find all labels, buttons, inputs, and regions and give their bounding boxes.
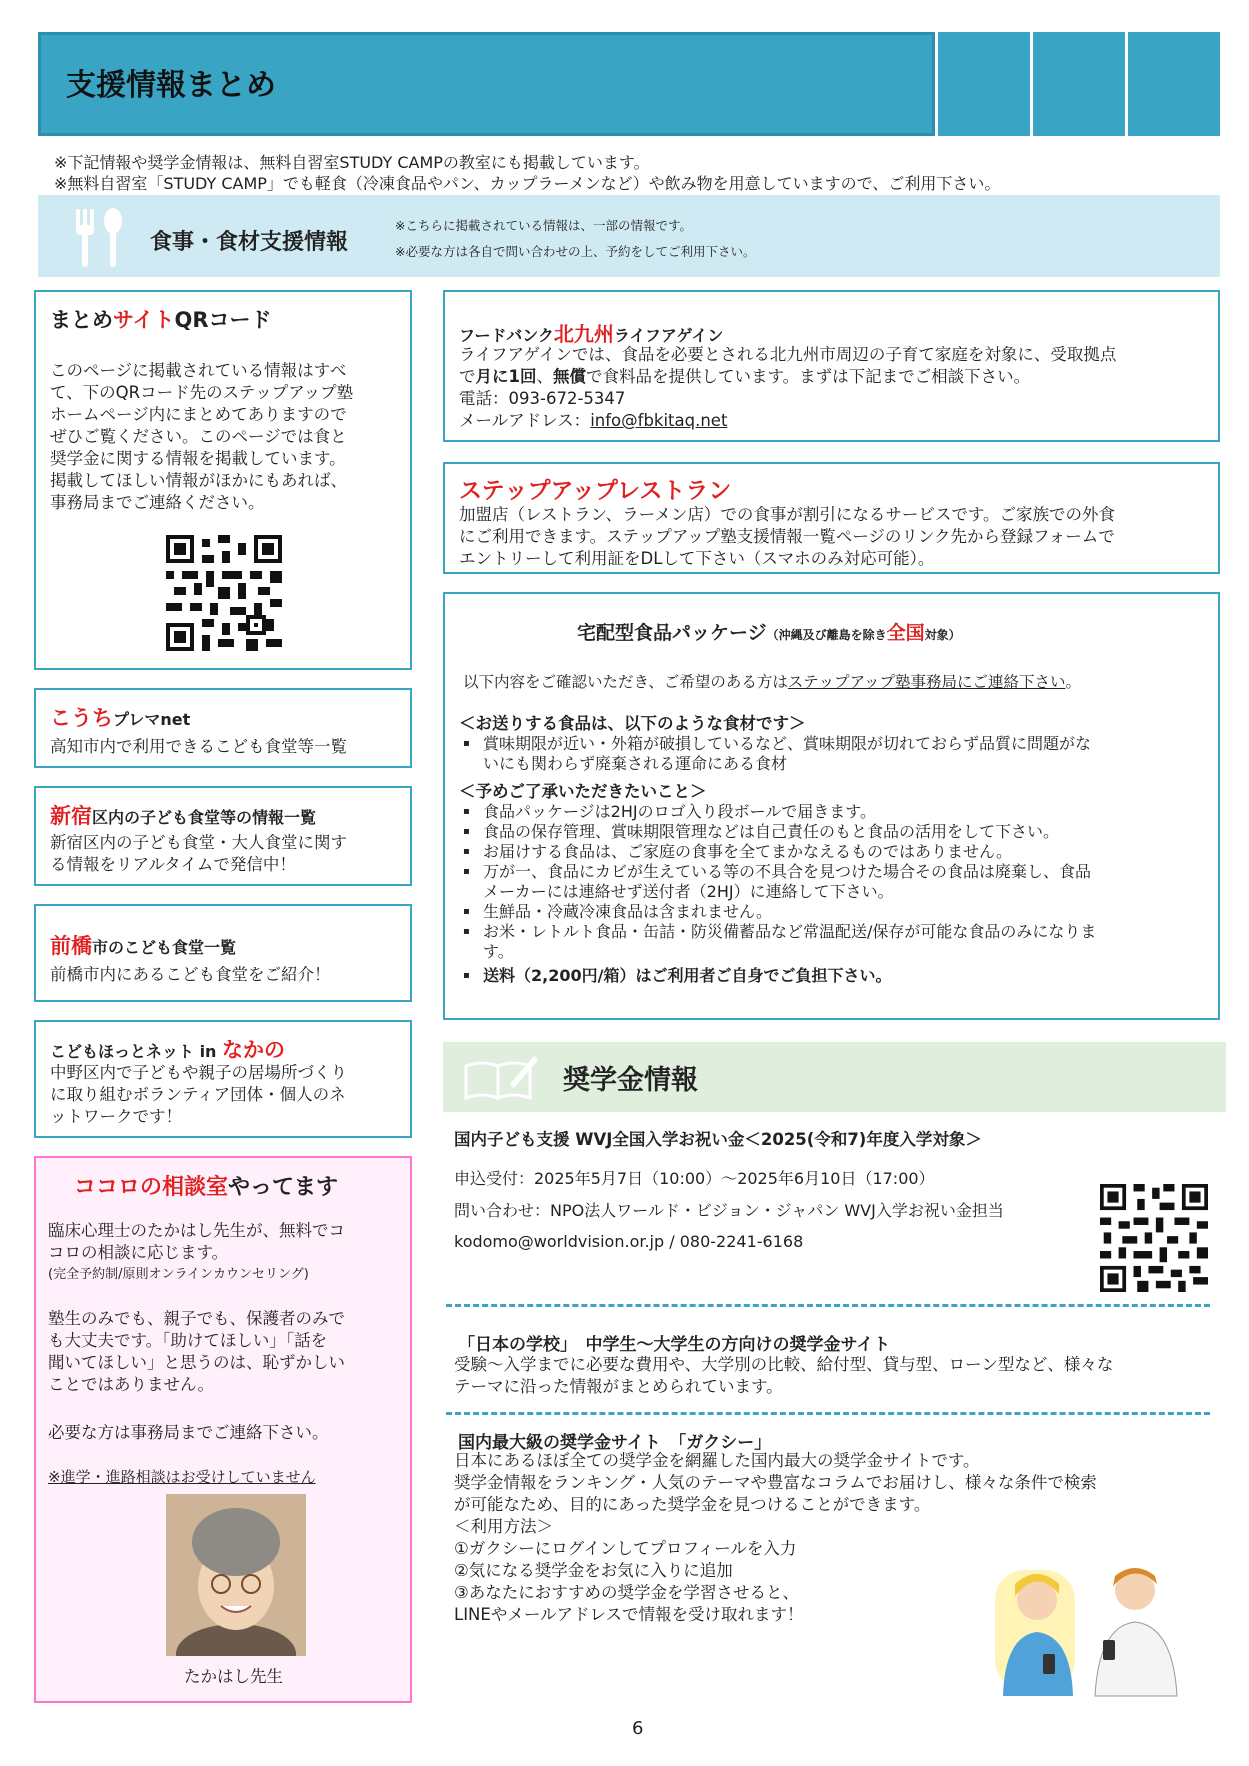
list-item: ▪ 生鮮品・冷蔵冷凍食品は含まれません。 [483,902,1219,922]
food-section-note: ※こちらに掲載されている情報は、一部の情報です。 [395,218,692,233]
delivery-intro: 以下内容をご確認いただき、ご希望のある方はステップアップ塾事務局にご連絡下さい。 [463,673,1082,691]
scholarship-title: 奨学金情報 [563,1065,698,1096]
students-illustration [985,1556,1191,1704]
delivery-heading-2: ＜予めご了承いただきたいこと＞ [459,782,707,801]
list-item: ▪ 万が一、食品にカビが生えている等の不具合を見つけた場合その食品は廃棄し、食品 メーカーには連絡せず送付者（2HJ）に連絡して下さい。 [483,862,1219,902]
nihon-title: 「日本の学校」 中学生～大学生の方向けの奨学金サイト [458,1335,891,1355]
note-line: ※無料自習室「STUDY CAMP」でも軽食（冷凍食品やパン、カップラーメンなど）や飲み物を用意していますので、ご利用下さい。 [54,174,1001,193]
foodbank-phone: 電話：093-672-5347 [459,389,626,408]
foodbank-email-link[interactable]: info@fbkitaq.net [590,411,728,430]
fork-spoon-icon [70,205,130,269]
list-item: ▪ 食品の保存管理、賞味期限管理などは自己責任のもと食品の活用をして下さい。 [483,822,1219,842]
wvj-period: 申込受付：2025年5月7日（10:00）～2025年6月10日（17:00） [454,1169,935,1188]
qr-code-icon[interactable] [166,535,282,651]
foodbank-desc: ライフアゲインでは、食品を必要とされる北九州市周辺の子育て家庭を対象に、受取拠点 で月に1回、無償で食料品を提供しています。まずは下記までご相談下さい。 電話：093-672-5347 メールアドレス：info@fbkitaq.net [459,344,1219,432]
delivery-list-2 [459,802,1219,986]
stepup-restaurant-title: ステップアップレストラン [459,478,732,504]
kokoro-p2: 塾生のみでも、親子でも、保護者のみで も大丈夫です。「助けてほしい」「話を 聞いてほしい」と思うのは、恥ずかしい ことではありません。 [48,1309,345,1394]
kochi-desc: 高知市内で利用できるこども食堂等一覧 [50,737,347,756]
teacher-photo [166,1494,306,1656]
nihon-desc: 受験～入学までに必要な費用や、大学別の比較、給付型、貸与型、ローン型など、様々な テーマに沿った情報がまとめられています。 [454,1355,1114,1396]
stepup-restaurant-box [443,462,1220,574]
maebashi-link-box[interactable] [34,904,412,1002]
list-item: ▪ お届けする食品は、ご家庭の食事を全てまかなえるものではありません。 [483,842,1219,862]
kokoro-p4: ※進学・進路相談はお受けしていません [48,1468,316,1486]
kokoro-p1: 臨床心理士のたかはし先生が、無料でコ コロの相談に応じます。 (完全予約制/原則オンラインカウンセリング) [48,1221,345,1282]
list-item: ▪ 賞味期限が近い・外箱が破損しているなど、賞味期限が切れておらず品質に問題がな いにも関わらず廃棄される運命にある食材 [483,734,1219,774]
kokoro-title: ココロの相談室やってます [74,1175,339,1200]
stepup-restaurant-desc: 加盟店（レストラン、ラーメン店）での食事が割引になるサービスです。ご家族での外食 にご利用できます。ステップアップ塾支援情報一覧ページのリンク先から登録フォームで エントリーして利用証をDLして下さい（スマホのみ対応可能）。 [459,505,1116,568]
wvj-qr-code-icon[interactable] [1100,1184,1208,1292]
list-item: ▪ お米・レトルト食品・缶詰・防災備蓄品など常温配送/保存が可能な食品のみになりま す。 [483,922,1219,962]
delivery-package-box [443,592,1220,1020]
nakano-title: こどもほっとネット in なかの [50,1038,286,1062]
foodbank-title: フードバンク北九州ライフアゲイン [459,322,724,346]
shinjuku-title: 新宿区内の子ども食堂等の情報一覧 [50,804,317,828]
qr-box-title: まとめサイトQRコード [50,308,272,332]
wvj-email[interactable]: kodomo@worldvision.or.jp / 080-2241-6168 [454,1232,804,1251]
shinjuku-link-box[interactable] [34,786,412,886]
nakano-desc: 中野区内で子どもや親子の居場所づくり に取り組むボランティア団体・個人のネ ットワークです！ [50,1063,347,1126]
divider [446,1412,1210,1415]
list-item: ▪ 食品パッケージは2HJのロゴ入り段ボールで届きます。 [483,802,1219,822]
delivery-heading-1: ＜お送りする食品は、以下のような食材です＞ [459,714,806,733]
kokoro-p3: 必要な方は事務局までご連絡下さい。 [48,1423,329,1442]
delivery-list-1 [459,734,1219,774]
wvj-contact: 問い合わせ：NPO法人ワールド・ビジョン・ジャパン WVJ入学お祝い金担当 [454,1201,1004,1220]
list-item: ▪ 送料（2,200円/箱）はご利用者ご自身でご負担下さい。 [483,966,1219,986]
qr-box-text: このページに掲載されている情報はすべ て、下のQRコード先のステップアップ塾 ホームページ内にまとめてありますので ぜひご覧ください。このページでは食と 奨学金に関する情報を掲載しています。 掲載してほしい情報がほかにもあれば、 事務局までご連絡ください。 [50,361,354,512]
scholarship-band [443,1042,1226,1112]
kokoro-counseling-box [34,1156,412,1703]
header-block-1 [938,32,1030,136]
book-pen-icon [460,1048,540,1106]
kochi-title: こうちプレマnet [50,706,191,730]
page-title: 支援情報まとめ [66,68,276,103]
header-block-3 [1128,32,1220,136]
gakushi-title: 国内最大級の奨学金サイト 「ガクシー」 [458,1433,772,1453]
shinjuku-desc: 新宿区内の子ども食堂・大人食堂に関す る情報をリアルタイムで発信中！ [50,833,347,874]
kochi-link-box[interactable] [34,688,412,768]
note-line: ※下記情報や奨学金情報は、無料自習室STUDY CAMPの教室にも掲載しています。 [54,153,650,172]
wvj-title: 国内子ども支援 WVJ全国入学お祝い金＜2025(令和7)年度入学対象＞ [454,1130,982,1149]
page-number: 6 [632,1718,644,1739]
gakushi-desc: 日本にあるほぼ全ての奨学金を網羅した国内最大の奨学金サイトです。 奨学金情報をランキング・人気のテーマや豊富なコラムでお届けし、様々な条件で検索 が可能なため、目的にあった奨学金を見つけることができます。 ＜利用方法＞ ①ガクシーにログインしてプロフィールを入力 ②気になる奨学金をお気に入りに追加 ③あなたにおすすめの奨学金を学習させると、 LINEやメールアドレスで情報を受け取れます！ [454,1451,1097,1624]
food-section-title: 食事・食材支援情報 [150,230,349,255]
teacher-caption: たかはし先生 [184,1667,283,1686]
nakano-link-box[interactable] [34,1020,412,1138]
maebashi-title: 前橋市のこども食堂一覧 [50,934,237,958]
stepup-office-link[interactable]: ステップアップ塾事務局にご連絡下さい [787,673,1066,691]
maebashi-desc: 前橋市内にあるこども食堂をご紹介！ [50,965,331,984]
header-block-2 [1033,32,1125,136]
delivery-title: 宅配型食品パッケージ（沖縄及び離島を除き全国対象） [577,622,961,644]
divider [446,1304,1210,1307]
qr-summary-box [34,290,412,670]
food-section-note: ※必要な方は各自で問い合わせの上、予約をしてご利用下さい。 [395,244,756,259]
foodbank-box [443,290,1220,442]
